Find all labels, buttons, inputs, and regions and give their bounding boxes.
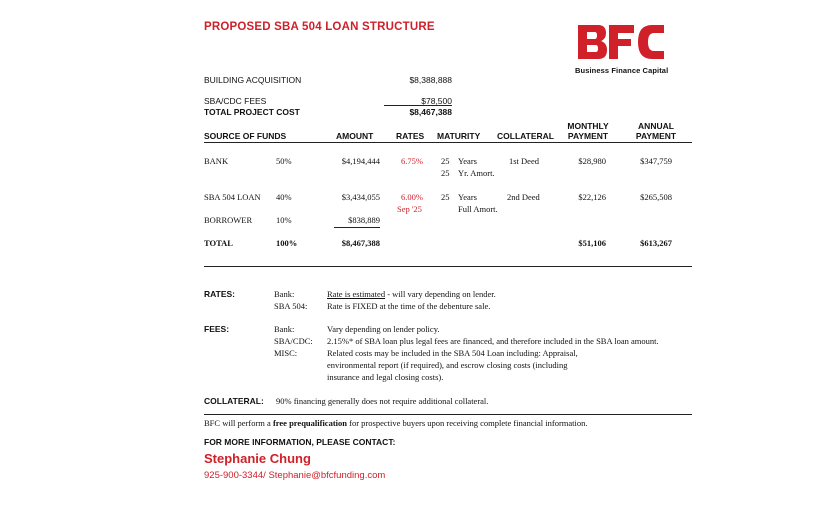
row-sba-mat-1: Years [458, 192, 477, 202]
fees-label: FEES: [204, 324, 230, 334]
table-bottom-rule [204, 266, 692, 267]
header-maturity: MATURITY [437, 131, 481, 141]
row-bank-annual: $347,759 [640, 156, 672, 166]
row-total-pct: 100% [276, 238, 298, 248]
cost-label-total: TOTAL PROJECT COST [204, 107, 300, 117]
row-total-monthly: $51,106 [578, 238, 606, 248]
cost-value-total: $8,467,388 [409, 107, 452, 117]
rates-bank-underlined: Rate is estimated [327, 289, 386, 299]
row-bank-mat-num-2: 25 [441, 168, 450, 178]
header-rates: RATES [396, 131, 425, 141]
fees-bank-label: Bank: [274, 324, 295, 334]
fees-misc-line-1: Related costs may be included in the SBA 504 Loan including: Appraisal, [327, 348, 578, 358]
contact-info: 925-900-3344/ Stephanie@bfcfunding.com [204, 470, 386, 481]
rates-sba-text: Rate is FIXED at the time of the debenture sale. [327, 301, 491, 311]
header-annual-line1: ANNUAL [638, 121, 674, 131]
row-borrower-pct: 10% [276, 215, 292, 225]
amount-subtotal-rule [334, 227, 380, 228]
cost-label-acquisition: BUILDING ACQUISITION [204, 75, 302, 85]
row-sba-annual: $265,508 [640, 192, 672, 202]
prequal-rule [204, 414, 692, 415]
fees-misc-line-2: environmental report (if required), and escrow closing costs (including [327, 360, 568, 370]
row-sba-collateral: 2nd Deed [507, 192, 540, 202]
rates-bank-label: Bank: [274, 289, 295, 299]
header-rule [204, 142, 692, 143]
cost-value-fees: $78,500 [421, 96, 452, 106]
rates-bank-text: - will vary depending on lender. [385, 289, 496, 299]
cost-value-acquisition: $8,388,888 [409, 75, 452, 85]
row-sba-rate-note: Sep '25 [397, 204, 422, 214]
row-total-amount: $8,467,388 [341, 238, 380, 248]
row-bank-monthly: $28,980 [578, 156, 606, 166]
row-sba-rate: 6.00% [401, 192, 423, 202]
document-title: PROPOSED SBA 504 LOAN STRUCTURE [204, 21, 435, 33]
cost-label-fees: SBA/CDC FEES [204, 96, 267, 106]
rates-sba-label: SBA 504: [274, 301, 308, 311]
header-source: SOURCE OF FUNDS [204, 131, 287, 141]
row-bank-source: BANK [204, 156, 229, 166]
row-bank-mat-2: Yr. Amort. [458, 168, 495, 178]
fees-sbacdc-label: SBA/CDC: [274, 336, 313, 346]
row-bank-mat-num: 25 [441, 156, 450, 166]
fees-bank-text: Vary depending on lender policy. [327, 324, 440, 334]
rates-label: RATES: [204, 289, 236, 299]
row-borrower-source: BORROWER [204, 215, 253, 225]
bfc-logo [576, 22, 666, 62]
fees-misc-label: MISC: [274, 348, 298, 358]
contact-name: Stephanie Chung [204, 451, 311, 466]
header-monthly-line2: PAYMENT [567, 131, 609, 141]
header-amount: AMOUNT [336, 131, 374, 141]
prequal-pre: BFC will perform a [204, 418, 273, 428]
collateral-label: COLLATERAL: [204, 396, 264, 406]
subtotal-rule [384, 105, 452, 106]
fees-sbacdc-text: 2.15%* of SBA loan plus legal fees are financed, and therefore included in the SBA loan amount. [327, 336, 659, 346]
header-annual [628, 121, 684, 141]
row-bank-rate: 6.75% [401, 156, 423, 166]
header-annual-line2: PAYMENT [635, 131, 677, 141]
rates-bank-note [327, 289, 496, 299]
header-monthly-line1: MONTHLY [567, 121, 609, 131]
collateral-text: 90% financing generally does not require additional collateral. [276, 396, 489, 406]
row-bank-mat-1: Years [458, 156, 477, 166]
contact-heading: FOR MORE INFORMATION, PLEASE CONTACT: [204, 437, 396, 447]
prequal-post: for prospective buyers upon receiving complete financial information. [347, 418, 588, 428]
row-sba-mat-num: 25 [441, 192, 450, 202]
row-total-label: TOTAL [204, 238, 233, 248]
row-sba-source: SBA 504 LOAN [204, 192, 261, 202]
row-sba-monthly: $22,126 [578, 192, 606, 202]
row-bank-amount: $4,194,444 [341, 156, 380, 166]
row-borrower-amount: $838,889 [348, 215, 380, 225]
row-sba-amount: $3,434,055 [341, 192, 380, 202]
fees-misc-line-3: insurance and legal closing costs). [327, 372, 444, 382]
row-sba-mat-2: Full Amort. [458, 204, 498, 214]
row-bank-pct: 50% [276, 156, 292, 166]
header-monthly [560, 121, 616, 141]
row-bank-collateral: 1st Deed [509, 156, 539, 166]
brand-caption: Business Finance Capital [575, 66, 669, 75]
row-total-annual: $613,267 [640, 238, 672, 248]
header-collateral: COLLATERAL [497, 131, 554, 141]
row-sba-pct: 40% [276, 192, 292, 202]
prequal-bold: free prequalification [272, 418, 348, 428]
prequal-line [204, 418, 588, 428]
